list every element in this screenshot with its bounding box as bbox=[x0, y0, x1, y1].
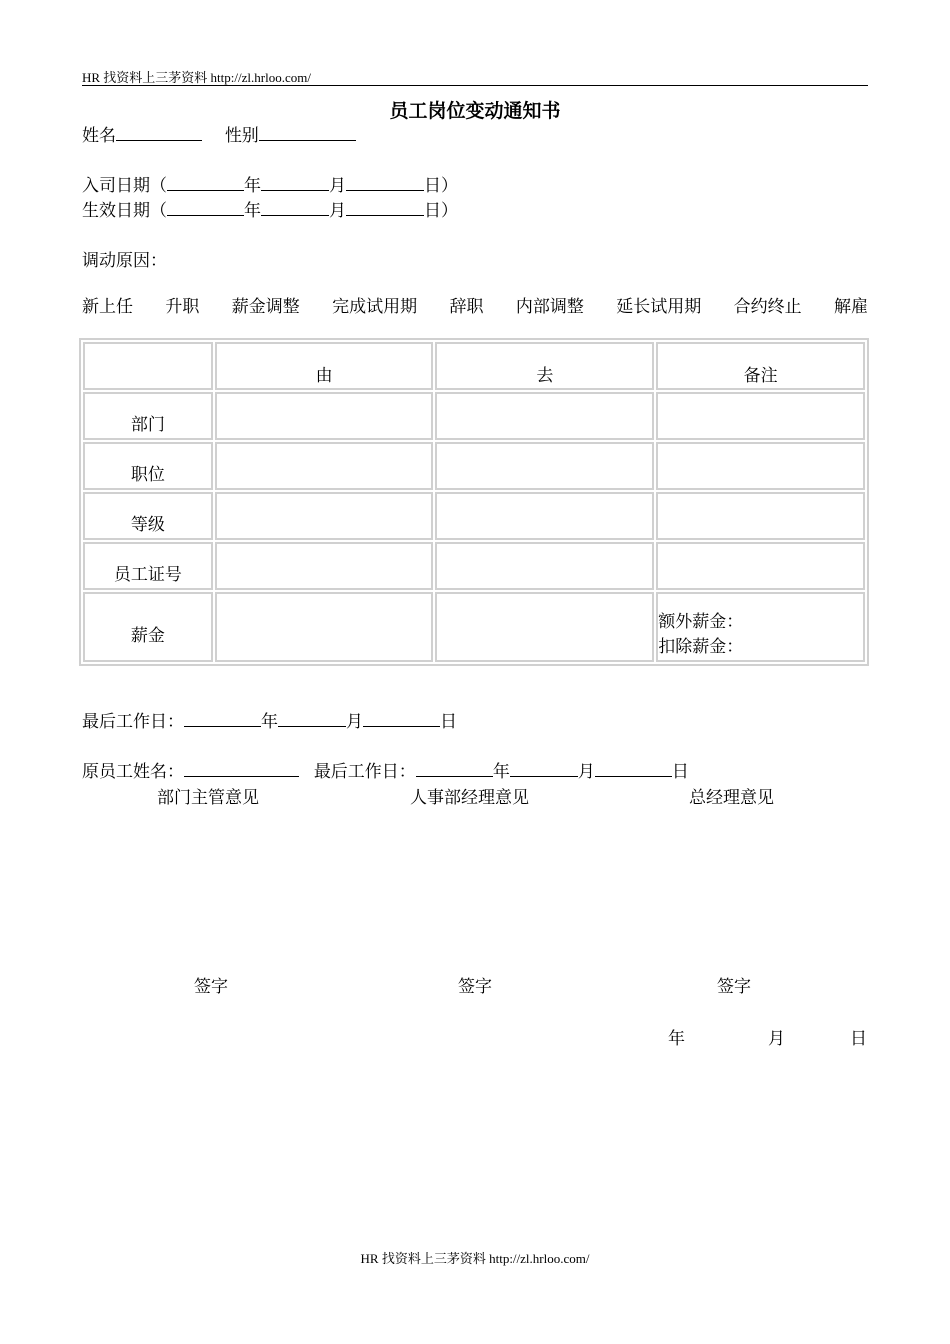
from-cell[interactable] bbox=[215, 492, 434, 540]
signature-label: 签字 bbox=[458, 977, 492, 997]
header-cell-remarks: 备注 bbox=[656, 342, 865, 390]
date-day-label: 日 bbox=[850, 1029, 867, 1049]
reason-option[interactable]: 升职 bbox=[165, 297, 200, 317]
salary-notes-cell[interactable] bbox=[656, 592, 865, 662]
from-cell[interactable] bbox=[215, 442, 434, 490]
remarks-cell[interactable] bbox=[656, 442, 865, 490]
hr-manager-opinion-label: 人事部经理意见 bbox=[410, 788, 529, 808]
date-month-label: 月 bbox=[768, 1029, 785, 1049]
date-year-label: 年 bbox=[668, 1029, 685, 1049]
month-label: 月 bbox=[329, 176, 346, 196]
table-header-row bbox=[83, 342, 865, 390]
deduct-salary-label: 扣除薪金： bbox=[658, 637, 744, 657]
name-gender-row bbox=[82, 121, 356, 146]
effective-date-label: 生效日期（ bbox=[82, 201, 167, 221]
year-label: 年 bbox=[244, 201, 261, 221]
effective-day-field[interactable] bbox=[346, 197, 424, 216]
signature-label: 签字 bbox=[717, 977, 751, 997]
reason-option[interactable]: 合约终止 bbox=[733, 297, 802, 317]
signature-label: 签字 bbox=[194, 977, 228, 997]
former-month-field[interactable] bbox=[510, 758, 578, 777]
remarks-cell[interactable] bbox=[656, 392, 865, 440]
header-cell-to: 去 bbox=[435, 342, 654, 390]
transfer-table bbox=[79, 338, 869, 666]
day-label: 日） bbox=[424, 176, 458, 196]
last-day-month-field[interactable] bbox=[278, 708, 346, 727]
name-field[interactable] bbox=[116, 122, 202, 141]
table-row bbox=[83, 492, 865, 540]
reason-option[interactable]: 薪金调整 bbox=[231, 297, 300, 317]
header-cell-empty bbox=[83, 342, 213, 390]
page-header: HR 找资料上三茅资料 http://zl.hrloo.com/ bbox=[82, 70, 311, 85]
table-row bbox=[83, 542, 865, 590]
extra-salary-label: 额外薪金： bbox=[658, 612, 744, 632]
to-cell[interactable] bbox=[435, 442, 654, 490]
page-footer: HR 找资料上三茅资料 http://zl.hrloo.com/ bbox=[360, 1251, 590, 1266]
table-row bbox=[83, 592, 865, 662]
last-day-label: 最后工作日： bbox=[82, 712, 184, 732]
former-day-field[interactable] bbox=[595, 758, 672, 777]
name-label: 姓名 bbox=[82, 126, 116, 146]
reason-option[interactable]: 延长试用期 bbox=[616, 297, 702, 317]
reason-option[interactable]: 完成试用期 bbox=[332, 297, 418, 317]
from-cell[interactable] bbox=[215, 542, 434, 590]
header-cell-from: 由 bbox=[215, 342, 434, 390]
effective-year-field[interactable] bbox=[167, 197, 244, 216]
year-label: 年 bbox=[261, 712, 278, 732]
row-label: 薪金 bbox=[83, 592, 213, 662]
reason-option[interactable]: 新上任 bbox=[82, 297, 133, 317]
effective-month-field[interactable] bbox=[261, 197, 329, 216]
former-employee-row bbox=[82, 757, 689, 782]
reason-label: 调动原因： bbox=[82, 251, 167, 271]
table-row bbox=[83, 392, 865, 440]
table-row bbox=[83, 442, 865, 490]
year-label: 年 bbox=[492, 762, 510, 782]
former-last-day-label: 最后工作日： bbox=[313, 762, 416, 782]
row-label: 等级 bbox=[83, 492, 213, 540]
gender-label: 性别 bbox=[224, 126, 259, 146]
month-label: 月 bbox=[346, 712, 363, 732]
to-cell[interactable] bbox=[435, 492, 654, 540]
hire-month-field[interactable] bbox=[261, 172, 329, 191]
dept-manager-opinion-label: 部门主管意见 bbox=[157, 788, 259, 808]
day-label: 日 bbox=[440, 712, 457, 732]
to-cell[interactable] bbox=[435, 392, 654, 440]
hire-year-field[interactable] bbox=[167, 172, 244, 191]
effective-date-row bbox=[82, 196, 458, 221]
gender-field[interactable] bbox=[259, 122, 356, 141]
to-cell[interactable] bbox=[435, 542, 654, 590]
page-title: 员工岗位变动通知书 bbox=[389, 100, 561, 122]
former-name-label: 原员工姓名： bbox=[82, 762, 184, 782]
former-name-field[interactable] bbox=[184, 758, 299, 777]
remarks-cell[interactable] bbox=[656, 492, 865, 540]
reason-option[interactable]: 辞职 bbox=[449, 297, 484, 317]
reason-option[interactable]: 内部调整 bbox=[515, 297, 584, 317]
reason-options bbox=[82, 292, 868, 317]
hire-day-field[interactable] bbox=[346, 172, 424, 191]
reason-option[interactable]: 解雇 bbox=[834, 297, 868, 317]
last-day-row bbox=[82, 707, 457, 732]
from-cell[interactable] bbox=[215, 592, 434, 662]
hire-date-row bbox=[82, 171, 458, 196]
to-cell[interactable] bbox=[435, 592, 654, 662]
month-label: 月 bbox=[577, 762, 595, 782]
hire-date-label: 入司日期（ bbox=[82, 176, 167, 196]
year-label: 年 bbox=[244, 176, 261, 196]
former-year-field[interactable] bbox=[416, 758, 493, 777]
day-label: 日） bbox=[424, 201, 458, 221]
last-day-year-field[interactable] bbox=[184, 708, 261, 727]
general-manager-opinion-label: 总经理意见 bbox=[689, 788, 774, 808]
row-label: 职位 bbox=[83, 442, 213, 490]
last-day-day-field[interactable] bbox=[363, 708, 440, 727]
day-label: 日 bbox=[671, 762, 689, 782]
from-cell[interactable] bbox=[215, 392, 434, 440]
row-label: 员工证号 bbox=[83, 542, 213, 590]
header-divider bbox=[82, 85, 868, 86]
remarks-cell[interactable] bbox=[656, 542, 865, 590]
month-label: 月 bbox=[329, 201, 346, 221]
row-label: 部门 bbox=[83, 392, 213, 440]
